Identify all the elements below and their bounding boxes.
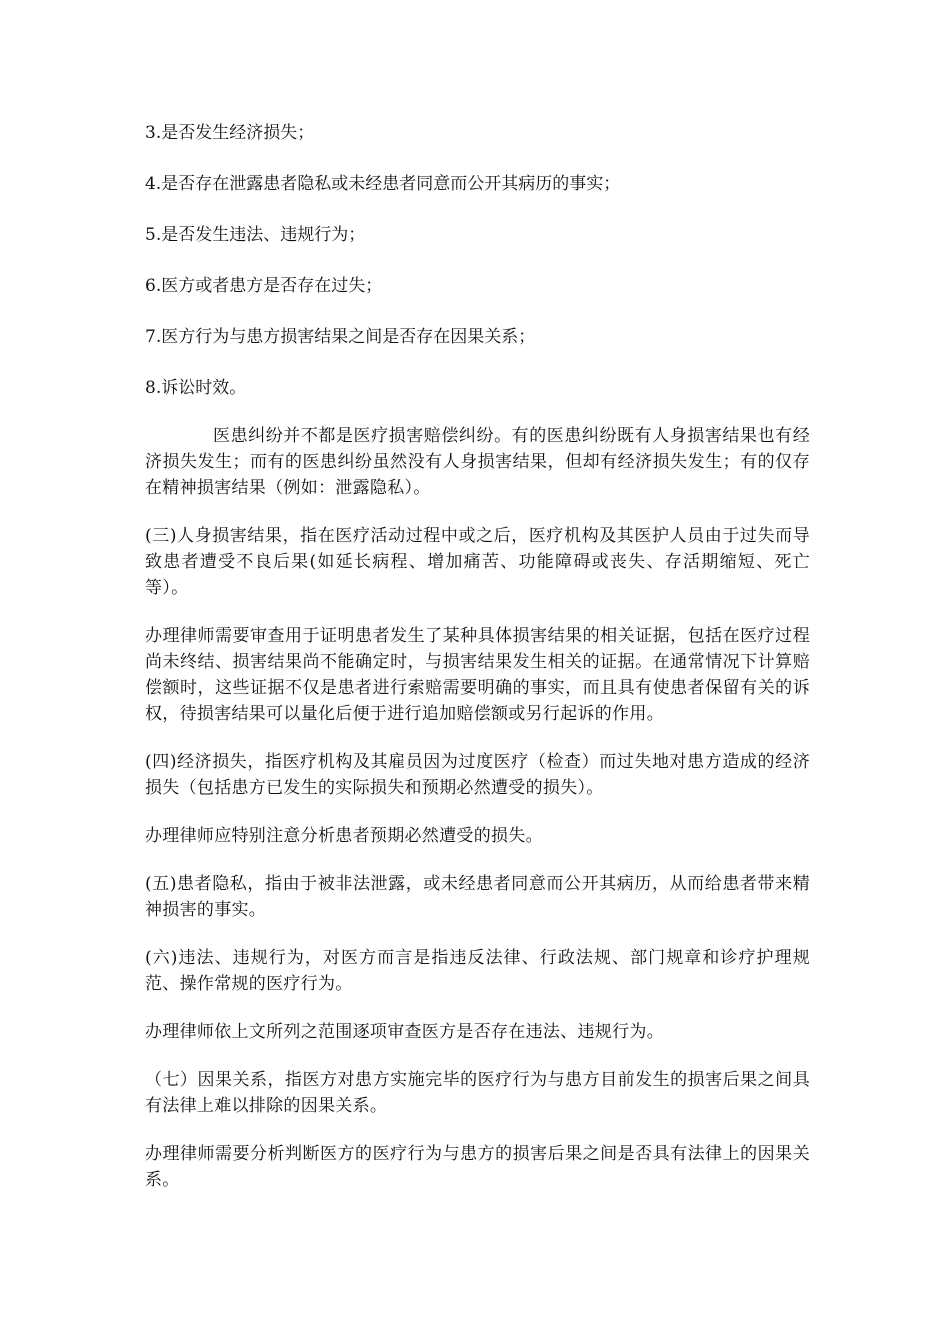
paragraph-violation-review: 办理律师依上文所列之范围逐项审查医方是否存在违法、违规行为。 [145,1022,664,1042]
paragraph-injury-evidence: 办理律师需要审查用于证明患者发生了某种具体损害结果的相关证据，包括在医疗过程尚未终结、损害结果尚不能确定时，与损害结果发生相关的证据。在通常情况下计算赔偿额时，这些证据不仅是患者进行索赔需要明确的事实，而且具有使患者保留有关的诉权，待损害结果可以量化后便于进行追加赔偿额或另行起诉的作用。 [145,626,810,724]
issue-item-3: 3.是否发生经济损失； [145,123,315,143]
paragraph-causation: （七）因果关系，指医方对患方实施完毕的医疗行为与患方目前发生的损害后果之间具有法律上难以排除的因果关系。 [145,1070,810,1116]
issue-item-4: 4.是否存在泄露患者隐私或未经患者同意而公开其病历的事实； [145,174,621,194]
issue-item-7: 7.医方行为与患方损害结果之间是否存在因果关系； [145,327,536,347]
paragraph-personal-injury: (三)人身损害结果，指在医疗活动过程中或之后，医疗机构及其医护人员由于过失而导致患者遭受不良后果(如延长病程、增加痛苦、功能障碍或丧失、存活期缩短、死亡等）。 [145,526,810,598]
paragraph-patient-privacy: (五)患者隐私，指由于被非法泄露，或未经患者同意而公开其病历，从而给患者带来精神损害的事实。 [145,874,810,920]
paragraph-violations: (六)违法、违规行为，对医方而言是指违反法律、行政法规、部门规章和诊疗护理规范、操作常规的医疗行为。 [145,948,810,994]
paragraph-expected-loss-note: 办理律师应特别注意分析患者预期必然遭受的损失。 [145,826,543,846]
document-body [145,118,810,1215]
issue-item-6: 6.医方或者患方是否存在过失； [145,276,383,296]
paragraph-economic-loss: (四)经济损失，指医疗机构及其雇员因为过度医疗（检查）而过失地对患方造成的经济损失（包括患方已发生的实际损失和预期必然遭受的损失）。 [145,752,810,798]
paragraph-dispute-types: 医患纠纷并不都是医疗损害赔偿纠纷。有的医患纠纷既有人身损害结果也有经济损失发生；而有的医患纠纷虽然没有人身损害结果，但却有经济损失发生；有的仅存在精神损害结果（例如：泄露隐私）。 [145,426,810,498]
issue-item-8: 8.诉讼时效。 [145,378,247,398]
paragraph-causation-analysis: 办理律师需要分析判断医方的医疗行为与患方的损害后果之间是否具有法律上的因果关系。 [145,1144,810,1190]
issue-item-5: 5.是否发生违法、违规行为； [145,225,366,245]
